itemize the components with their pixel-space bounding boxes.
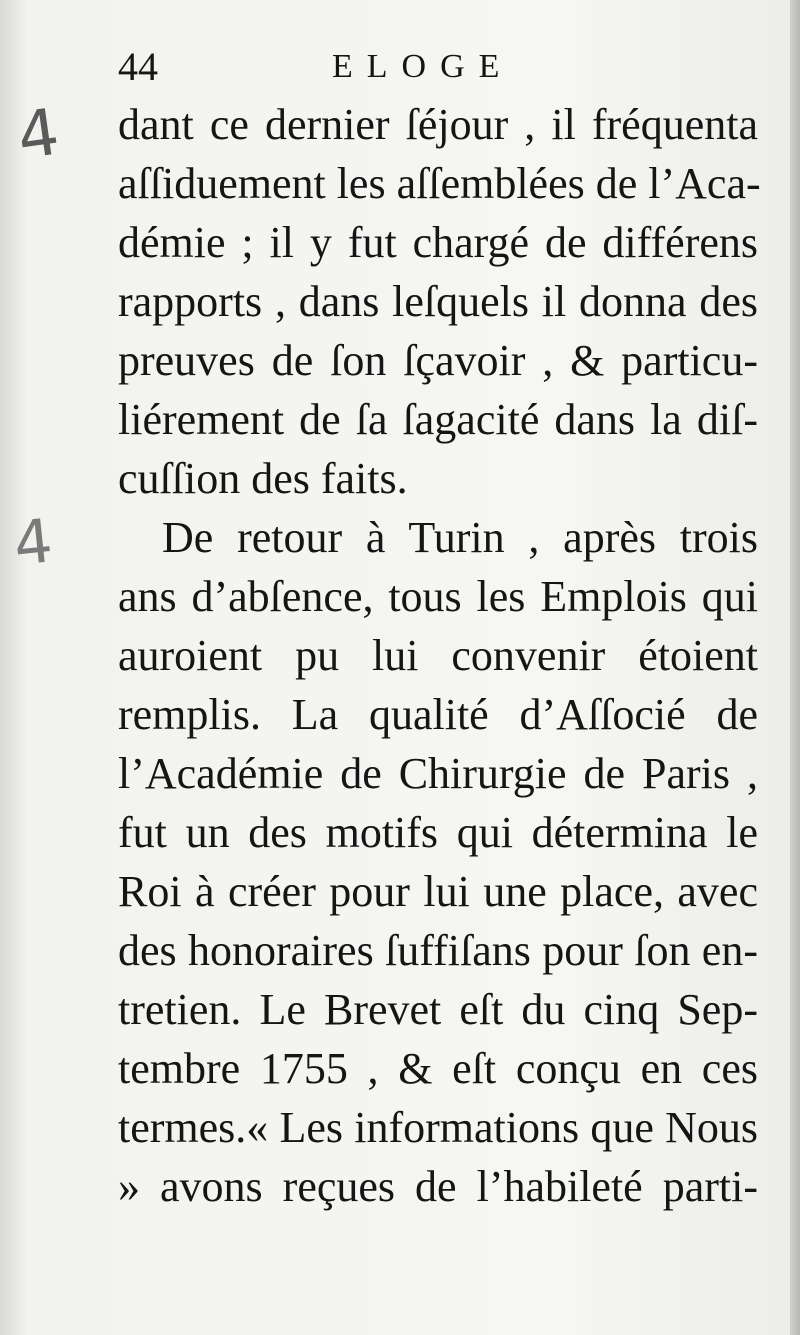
text-line: aſſiduement les aſſemblées de l’Aca- bbox=[118, 159, 761, 208]
text-line: preuves de ſon ſçavoir , & particu- bbox=[118, 336, 758, 385]
text-line: remplis. La qualité d’Aſſocié de bbox=[118, 690, 758, 739]
margin-annotation-1: 4 bbox=[13, 95, 64, 175]
text-line: fut un des motifs qui détermina le bbox=[118, 808, 758, 857]
text-line: termes.« Les informations que Nous bbox=[118, 1103, 758, 1152]
text-line: des honoraires ſuffiſans pour ſon en- bbox=[118, 926, 758, 975]
page-number: 44 bbox=[118, 44, 158, 89]
text-line: ans d’abſence, tous les Emplois qui bbox=[118, 572, 758, 621]
text-line: rapports , dans leſquels il donna des bbox=[118, 277, 758, 326]
text-line: De retour à Turin , après trois bbox=[162, 513, 758, 562]
text-line: cuſſion des faits. bbox=[118, 454, 408, 503]
text-line: l’Académie de Chirurgie de Paris , bbox=[118, 749, 758, 798]
text-line: tembre 1755 , & eſt conçu en ces bbox=[118, 1044, 758, 1093]
body-text bbox=[118, 95, 761, 1216]
running-title: ELOGE bbox=[332, 48, 514, 85]
text-line: auroient pu lui convenir étoient bbox=[118, 631, 758, 680]
text-line: tretien. Le Brevet eſt du cinq Sep- bbox=[118, 985, 758, 1034]
page-header bbox=[118, 42, 758, 92]
text-line: Roi à créer pour lui une place, avec bbox=[118, 867, 758, 916]
page-edge bbox=[790, 0, 800, 1335]
text-line: liérement de ſa ſagacité dans la diſ- bbox=[118, 395, 758, 444]
text-line: dant ce dernier ſéjour , il fréquenta bbox=[118, 100, 758, 149]
text-line: » avons reçues de l’habileté parti- bbox=[118, 1162, 758, 1211]
margin-annotation-2: 4 bbox=[10, 506, 56, 580]
text-line: démie ; il y fut chargé de différens bbox=[118, 218, 758, 267]
